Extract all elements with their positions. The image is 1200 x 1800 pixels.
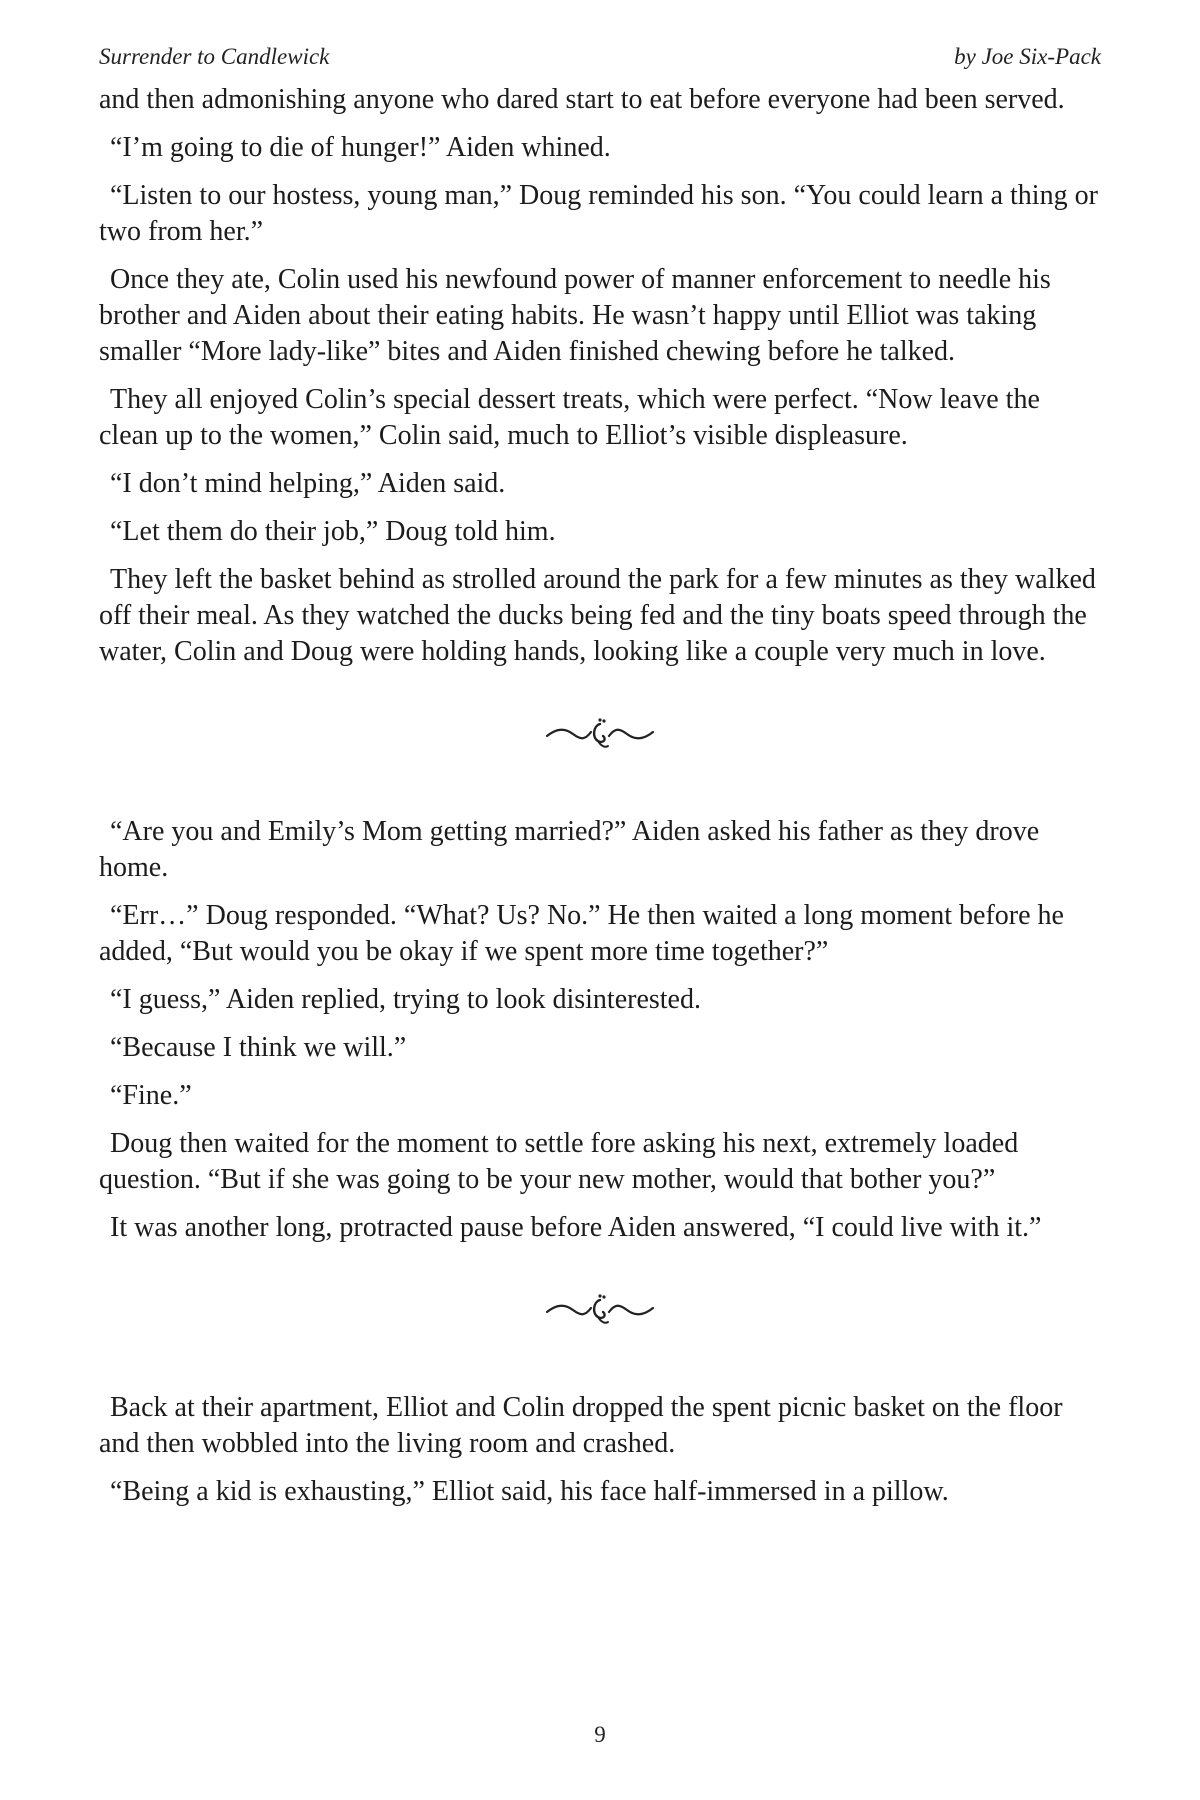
ornamental-flourish-icon bbox=[545, 1290, 655, 1330]
paragraph: “Because I think we will.” bbox=[110, 1032, 407, 1063]
scene-break bbox=[99, 1266, 1101, 1354]
paragraph: “Are you and Emily’s Mom getting married?” Aiden asked his father as they drove home. bbox=[99, 816, 1040, 883]
paragraph: “I don’t mind helping,” Aiden said. bbox=[110, 468, 506, 499]
paragraph: “I guess,” Aiden replied, trying to look disinterested. bbox=[110, 984, 701, 1015]
author-name: by Joe Six-Pack bbox=[954, 44, 1101, 69]
paragraph: “Being a kid is exhausting,” Elliot said, his face half-immersed in a pillow. bbox=[110, 1476, 949, 1507]
body-text bbox=[99, 82, 1101, 1510]
page-number: 9 bbox=[594, 1722, 606, 1747]
paragraph: It was another long, protracted pause before Aiden answered, “I could live with it.” bbox=[110, 1212, 1042, 1243]
paragraph: “Listen to our hostess, young man,” Doug reminded his son. “You could learn a thing or two from her.” bbox=[99, 180, 1098, 247]
book-title: Surrender to Candlewick bbox=[99, 44, 330, 69]
scene-break bbox=[99, 690, 1101, 778]
paragraph: “Let them do their job,” Doug told him. bbox=[110, 516, 556, 547]
paragraph: “Fine.” bbox=[110, 1080, 192, 1111]
paragraph: Back at their apartment, Elliot and Colin dropped the spent picnic basket on the floor and then wobbled into the living room and crashed. bbox=[99, 1392, 1063, 1459]
paragraph: and then admonishing anyone who dared start to eat before everyone had been served. bbox=[99, 84, 1065, 115]
paragraph: Doug then waited for the moment to settle fore asking his next, extremely loaded question. “But if she was going to be your new mother, would that bother you?” bbox=[99, 1128, 1019, 1195]
ornamental-flourish-icon bbox=[545, 714, 655, 754]
paragraph: They all enjoyed Colin’s special dessert treats, which were perfect. “Now leave the clean up to the women,” Colin said, much to Elliot’s visible displeasure. bbox=[99, 384, 1040, 451]
paragraph: “Err…” Doug responded. “What? Us? No.” He then waited a long moment before he added, “But would you be okay if we spent more time together?” bbox=[99, 900, 1064, 967]
running-head bbox=[99, 42, 1101, 72]
paragraph: “I’m going to die of hunger!” Aiden whined. bbox=[110, 132, 611, 163]
paragraph: Once they ate, Colin used his newfound power of manner enforcement to needle his brother and Aiden about their eating habits. He wasn’t happy until Elliot was taking smaller “More lady-like” bites and Aiden finished chewing before he talked. bbox=[99, 264, 1051, 367]
paragraph: They left the basket behind as strolled around the park for a few minutes as they walked off their meal. As they watched the ducks being fed and the tiny boats speed through the water, Colin and Doug were holding hands, looking like a couple very much in love. bbox=[99, 564, 1096, 667]
